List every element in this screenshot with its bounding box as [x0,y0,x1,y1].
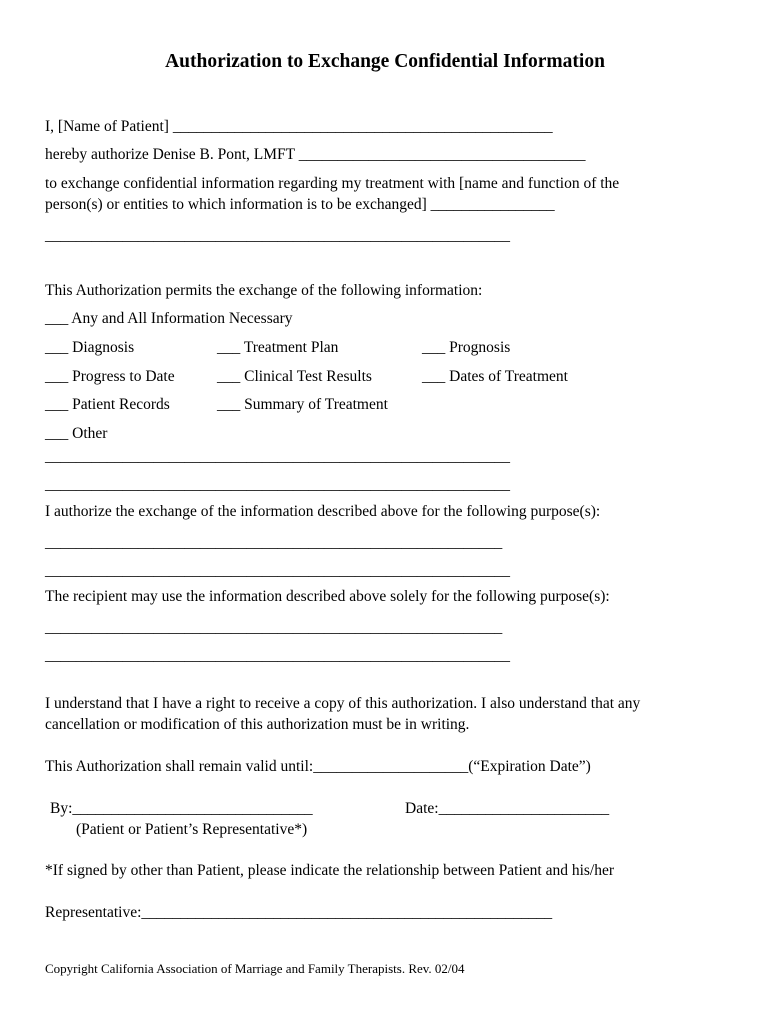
patient-name-field[interactable]: I, [Name of Patient] _________________________________________________ [45,118,553,135]
expiration-date-field[interactable]: This Authorization shall remain valid until:____________________(“Expiration Date”) [45,758,591,775]
checkbox-patient-records[interactable]: ___ Patient Records [45,396,170,413]
checkbox-any-all[interactable]: ___ Any and All Information Necessary [45,310,293,327]
representative-field[interactable]: Representative:_____________________________________________________ [45,904,553,921]
document-title: Authorization to Exchange Confidential Information [165,51,605,72]
checkbox-clinical-tests[interactable]: ___ Clinical Test Results [217,368,372,385]
date-field[interactable]: Date:______________________ [405,800,610,817]
copyright-footer: Copyright California Association of Marriage and Family Therapists. Rev. 02/04 [45,961,465,976]
blank-line-5[interactable]: ____________________________________________________________ [45,562,510,579]
blank-line-7[interactable]: ____________________________________________________________ [45,647,510,664]
understand-text-2: cancellation or modification of this authorization must be in writing. [45,716,470,733]
blank-line-2[interactable]: ____________________________________________________________ [45,448,510,465]
blank-line-4[interactable]: ___________________________________________________________ [45,534,503,551]
checkbox-prognosis[interactable]: ___ Prognosis [422,339,511,356]
blank-line-1[interactable]: ____________________________________________________________ [45,227,510,244]
checkbox-progress[interactable]: ___ Progress to Date [45,368,175,385]
recipient-text: The recipient may use the information described above solely for the following purpose(s): [45,588,610,605]
understand-text-1: I understand that I have a right to receive a copy of this authorization. I also understand that any [45,695,641,712]
checkbox-other[interactable]: ___ Other [45,425,108,442]
checkbox-dates-treatment[interactable]: ___ Dates of Treatment [422,368,568,385]
checkbox-treatment-plan[interactable]: ___ Treatment Plan [217,339,339,356]
blank-line-3[interactable]: ____________________________________________________________ [45,476,510,493]
signature-field[interactable]: By:_______________________________ [50,800,313,817]
blank-line-6[interactable]: ___________________________________________________________ [45,619,503,636]
signature-note: (Patient or Patient’s Representative*) [76,821,308,838]
relationship-text: *If signed by other than Patient, please indicate the relationship between Patient and his/her [45,862,615,879]
exchange-text-2[interactable]: person(s) or entities to which information is to be exchanged] ________________ [45,196,555,213]
purpose-text: I authorize the exchange of the information described above for the following purpose(s): [45,503,601,520]
checkbox-summary[interactable]: ___ Summary of Treatment [217,396,388,413]
authorize-line[interactable]: hereby authorize Denise B. Pont, LMFT _____________________________________ [45,146,586,163]
permits-text: This Authorization permits the exchange of the following information: [45,282,483,299]
checkbox-diagnosis[interactable]: ___ Diagnosis [45,339,135,356]
exchange-text-1: to exchange confidential information regarding my treatment with [name and function of the [45,175,620,192]
